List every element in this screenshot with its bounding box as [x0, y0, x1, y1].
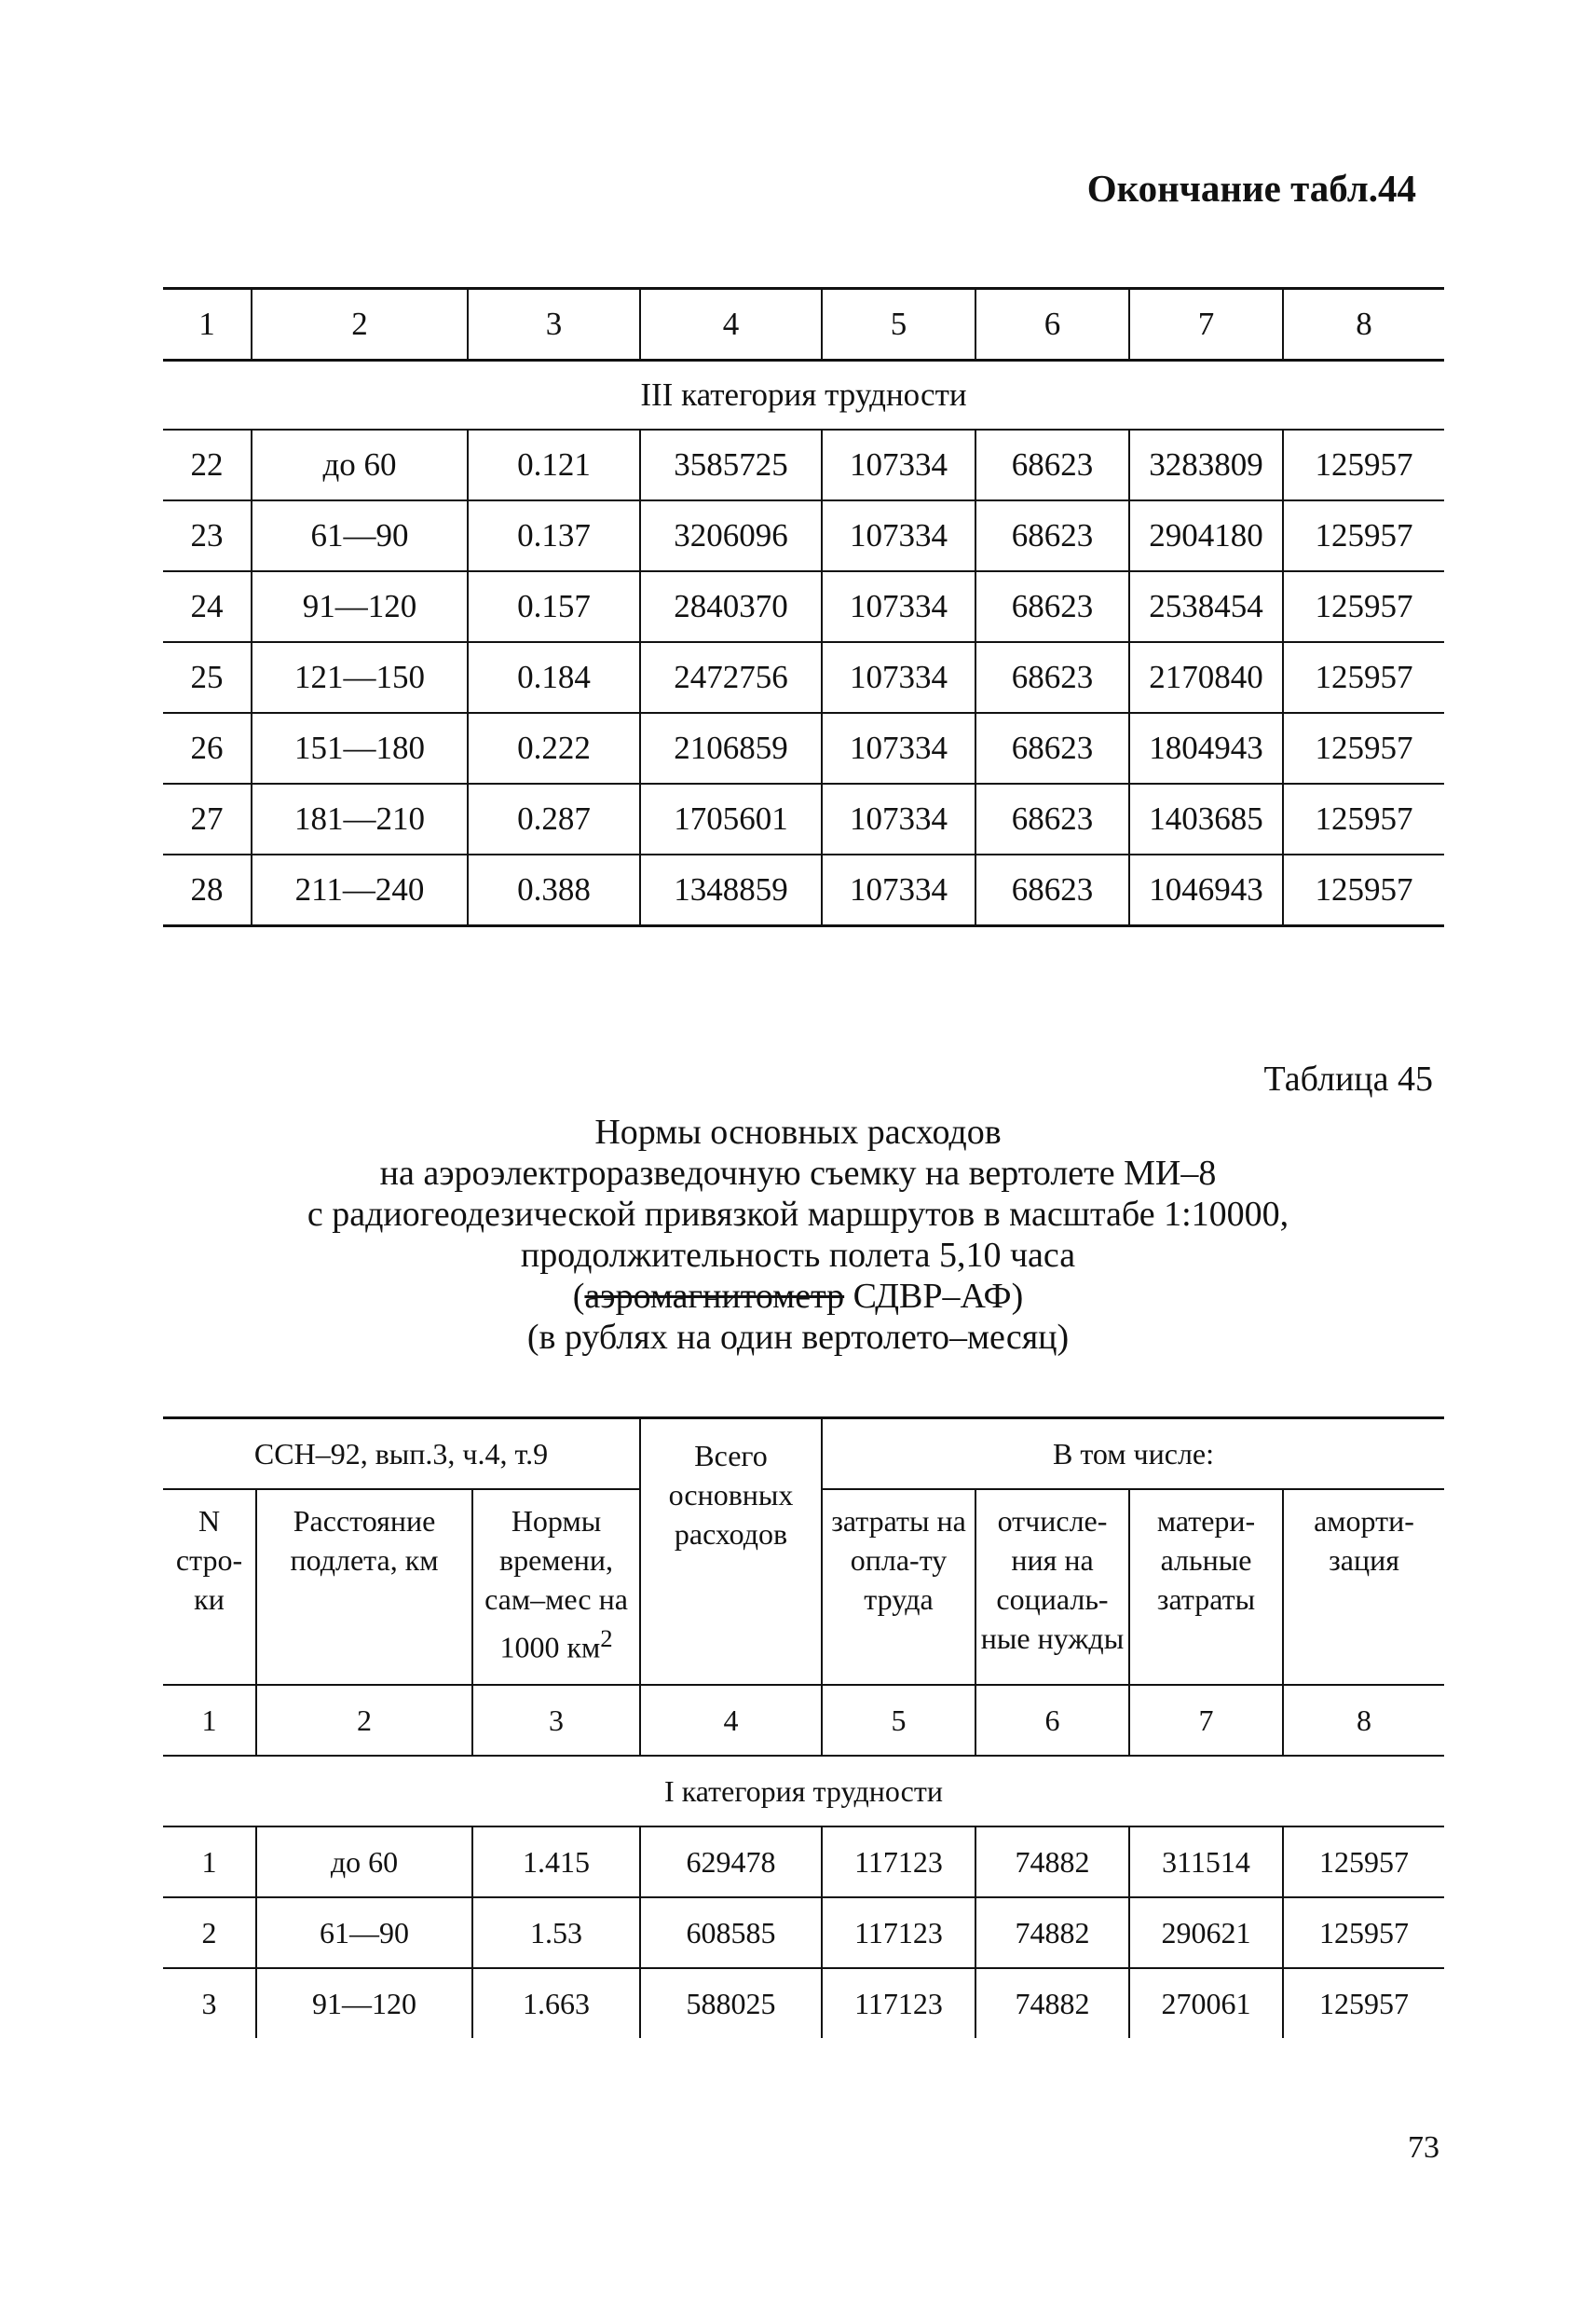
table-row [163, 571, 1444, 642]
table-cell: 125957 [1283, 571, 1444, 642]
table-cell: 1.663 [472, 1968, 640, 2038]
table-cell: 125957 [1283, 1826, 1444, 1897]
labor-header: затраты на опла-ту труда [822, 1489, 975, 1685]
title-line: продолжительность полета 5,10 часа [520, 1236, 1076, 1275]
struck-text: аэромагнитометр [584, 1277, 845, 1316]
table-44-continuation [163, 287, 1444, 927]
table-cell: 107334 [822, 500, 975, 571]
table-cell: 125957 [1283, 500, 1444, 571]
column-number: 3 [468, 289, 640, 361]
table-cell: 0.184 [468, 642, 640, 713]
table-row [163, 1968, 1444, 2038]
table-cell: 270061 [1129, 1968, 1283, 2038]
table-cell: 1 [163, 1826, 256, 1897]
table-row [163, 1897, 1444, 1968]
title-line: с радиогеодезической привязкой маршрутов в масштабе 1:10000, [307, 1195, 1289, 1234]
column-number: 8 [1283, 1685, 1444, 1756]
table-cell: 68623 [975, 855, 1129, 926]
table-cell: 117123 [822, 1968, 975, 2038]
table-cell: 151—180 [252, 713, 468, 784]
table-row [163, 1826, 1444, 1897]
table-cell: 61—90 [256, 1897, 472, 1968]
table-cell: 74882 [975, 1897, 1129, 1968]
table-row [163, 855, 1444, 926]
category-label: III категория трудности [163, 361, 1444, 431]
table-row [163, 784, 1444, 855]
table-cell: до 60 [252, 430, 468, 500]
table-cell: 68623 [975, 642, 1129, 713]
table-cell: 1.415 [472, 1826, 640, 1897]
table-cell: 61—90 [252, 500, 468, 571]
title-line-struck [0, 1276, 1596, 1317]
table-cell: 2840370 [640, 571, 822, 642]
table-cell: 91—120 [256, 1968, 472, 2038]
table-cell: 68623 [975, 784, 1129, 855]
column-number: 5 [822, 1685, 975, 1756]
table-cell: 125957 [1283, 1897, 1444, 1968]
table-cell: 1046943 [1129, 855, 1283, 926]
table-row [163, 430, 1444, 500]
title-line: Нормы основных расходов [594, 1113, 1002, 1152]
column-number: 4 [640, 1685, 822, 1756]
table-cell: 68623 [975, 713, 1129, 784]
table-cell: 28 [163, 855, 252, 926]
header-row [163, 289, 1444, 361]
table-cell: 311514 [1129, 1826, 1283, 1897]
table-cell: 3206096 [640, 500, 822, 571]
table-row [163, 500, 1444, 571]
table-cell: 2106859 [640, 713, 822, 784]
table-row [163, 642, 1444, 713]
table-cell: 1.53 [472, 1897, 640, 1968]
table-cell: 1804943 [1129, 713, 1283, 784]
table-cell: 125957 [1283, 1968, 1444, 2038]
table-cell: 0.388 [468, 855, 640, 926]
column-number: 7 [1129, 1685, 1283, 1756]
table-cell: 107334 [822, 571, 975, 642]
table-cell: 68623 [975, 500, 1129, 571]
table-cell: 121—150 [252, 642, 468, 713]
including-header: В том числе: [822, 1418, 1444, 1490]
table-cell: 117123 [822, 1826, 975, 1897]
table-cell: 107334 [822, 713, 975, 784]
amortization-header: аморти-зация [1283, 1489, 1444, 1685]
table-cell: 1705601 [640, 784, 822, 855]
title-line: (в рублях на один вертолето–месяц) [526, 1318, 1070, 1357]
table-cell: 629478 [640, 1826, 822, 1897]
table-cell: 181—210 [252, 784, 468, 855]
table-cell: 74882 [975, 1826, 1129, 1897]
table-cell: 0.157 [468, 571, 640, 642]
table-45 [163, 1416, 1444, 2038]
table-cell: 2538454 [1129, 571, 1283, 642]
social-header: отчисле-ния на социаль-ные нужды [975, 1489, 1129, 1685]
table-cell: 125957 [1283, 855, 1444, 926]
table-cell: 125957 [1283, 784, 1444, 855]
material-header: матери-альные затраты [1129, 1489, 1283, 1685]
title-line: на аэроэлектроразведочную съемку на вертолете МИ–8 [379, 1154, 1217, 1193]
column-number-row [163, 1685, 1444, 1756]
table-cell: 1403685 [1129, 784, 1283, 855]
table-cell: 3585725 [640, 430, 822, 500]
table-cell: 107334 [822, 642, 975, 713]
table-45-title [0, 1112, 1596, 1358]
struck-rest: СДВР–АФ) [844, 1277, 1024, 1316]
table-cell: 0.222 [468, 713, 640, 784]
table-cell: 2472756 [640, 642, 822, 713]
column-number: 1 [163, 1685, 256, 1756]
table-row [163, 713, 1444, 784]
source-header: ССН–92, вып.3, ч.4, т.9 [163, 1418, 640, 1490]
row-number-header: N стро-ки [163, 1489, 256, 1685]
norms-header-text: Нормы времени, сам–мес на 1000 км [484, 1504, 628, 1664]
column-number: 4 [640, 289, 822, 361]
column-number: 6 [975, 289, 1129, 361]
total-header: Всего основных расходов [640, 1418, 822, 1686]
column-number: 7 [1129, 289, 1283, 361]
table-cell: 2904180 [1129, 500, 1283, 571]
table-cell: 588025 [640, 1968, 822, 2038]
table-cell: 107334 [822, 784, 975, 855]
norms-header [472, 1489, 640, 1685]
distance-header: Расстояние подлета, км [256, 1489, 472, 1685]
table-cell: 2170840 [1129, 642, 1283, 713]
table-cell: 107334 [822, 855, 975, 926]
table-cell: 107334 [822, 430, 975, 500]
norms-header-sup: 2 [600, 1624, 613, 1652]
table-cell: 25 [163, 642, 252, 713]
table-cell: 0.287 [468, 784, 640, 855]
column-number: 1 [163, 289, 252, 361]
page-number: 73 [1408, 2130, 1439, 2165]
column-number: 6 [975, 1685, 1129, 1756]
column-number: 8 [1283, 289, 1444, 361]
table-cell: 117123 [822, 1897, 975, 1968]
table-cell: 0.121 [468, 430, 640, 500]
table-cell: 608585 [640, 1897, 822, 1968]
table-45-label: Таблица 45 [1263, 1060, 1433, 1099]
table-cell: 24 [163, 571, 252, 642]
table-cell: 125957 [1283, 642, 1444, 713]
table-cell: 74882 [975, 1968, 1129, 2038]
column-number: 5 [822, 289, 975, 361]
table-cell: 1348859 [640, 855, 822, 926]
column-number: 2 [252, 289, 468, 361]
column-number: 3 [472, 1685, 640, 1756]
category-label: I категория трудности [163, 1756, 1444, 1826]
table-cell: 0.137 [468, 500, 640, 571]
table-cell: 3283809 [1129, 430, 1283, 500]
table-cell: 68623 [975, 430, 1129, 500]
table-cell: 125957 [1283, 430, 1444, 500]
table-cell: 2 [163, 1897, 256, 1968]
table-cell: 125957 [1283, 713, 1444, 784]
table-cell: 290621 [1129, 1897, 1283, 1968]
table-cell: 27 [163, 784, 252, 855]
table-cell: 91—120 [252, 571, 468, 642]
struck-open: ( [572, 1277, 585, 1316]
table-cell: 68623 [975, 571, 1129, 642]
table-cell: 3 [201, 1986, 217, 2020]
table-cell: до 60 [256, 1826, 472, 1897]
table-cell: 23 [163, 500, 252, 571]
table-cell: 26 [163, 713, 252, 784]
column-number: 2 [256, 1685, 472, 1756]
continuation-label: Окончание табл.44 [1086, 167, 1416, 210]
table-cell: 22 [163, 430, 252, 500]
table-cell: 211—240 [252, 855, 468, 926]
